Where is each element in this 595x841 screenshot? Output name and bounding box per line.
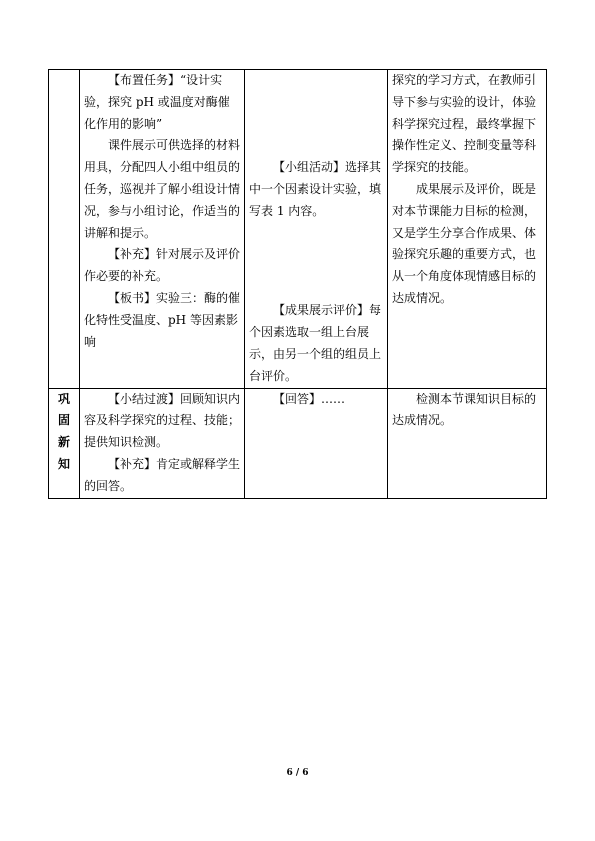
stage-cell <box>49 70 80 389</box>
materials-text: 课件展示可供选择的材料用具，分配四人小组中组员的任务，巡视并了解小组设计情况，参与小组讨论，作适当的讲解和提示。 <box>84 138 241 240</box>
stage-label-consolidate: 巩 固 新 知 <box>49 388 80 498</box>
intent-text: 检测本节课知识目标的达成情况。 <box>392 391 537 428</box>
table-row <box>49 388 547 498</box>
answer-text: 【回答】…… <box>273 391 346 406</box>
page-number: 6 / 6 <box>286 768 309 778</box>
teacher-activity-cell <box>80 388 245 498</box>
design-intent-cell <box>388 388 547 498</box>
intent-text-2: 成果展示及评价，既是对本节课能力目标的检测，又是学生分享合作成果、体验探究乐趣的重要方式，也从一个角度体现情感目标的达成情况。 <box>392 181 537 305</box>
task-assignment-text: 【布置任务】“设计实验，探究 pH 或温度对酶催化作用的影响” <box>84 73 230 131</box>
supplement-text: 【补充】针对展示及评价作必要的补充。 <box>84 247 241 284</box>
student-activity-cell <box>245 70 388 389</box>
lesson-plan-table <box>48 69 547 499</box>
group-activity-text: 【小组活动】选择其中一个因素设计实验，填写表 1 内容。 <box>249 160 382 218</box>
summary-text: 【小结过渡】回顾知识内容及科学探究的过程、技能；提供知识检测。 <box>84 391 241 450</box>
table-row <box>49 70 547 389</box>
blackboard-text: 【板书】实验三：酶的催化特性受温度、pH 等因素影响 <box>84 290 241 349</box>
presentation-text: 【成果展示评价】每个因素选取一组上台展示，由另一个组的组员上台评价。 <box>249 303 382 383</box>
design-intent-cell <box>388 70 547 389</box>
intent-text: 探究的学习方式，在教师引导下参与实验的设计，体验科学探究过程，最终掌握下操作性定义、控制变量等科学探究的技能。 <box>392 73 537 175</box>
supplement-text: 【补充】肯定或解释学生的回答。 <box>84 456 241 493</box>
teacher-activity-cell <box>80 70 245 389</box>
student-activity-cell <box>245 388 388 498</box>
